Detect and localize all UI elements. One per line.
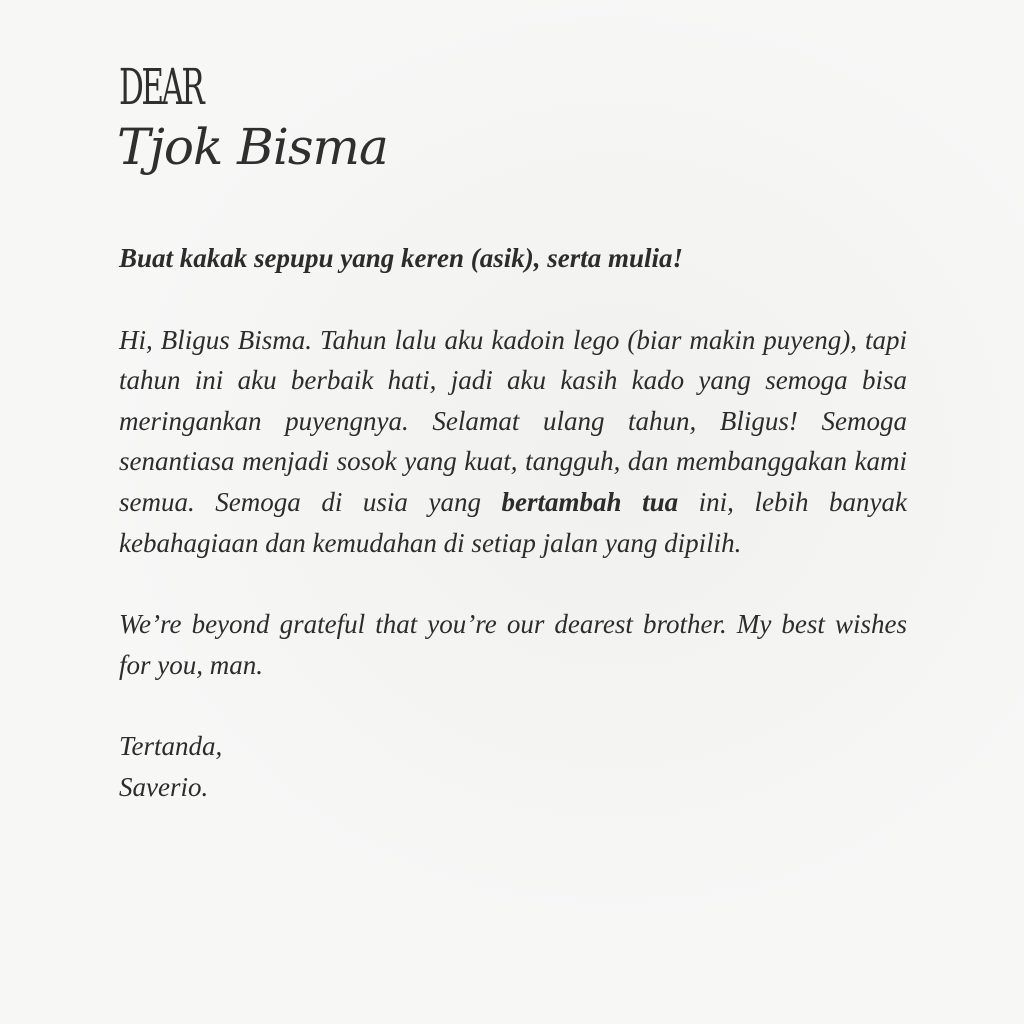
signature-name: Saverio. xyxy=(119,771,209,802)
emphasis-text: bertambah tua xyxy=(501,486,679,517)
letter-header xyxy=(117,58,457,202)
closing-line: Tertanda, xyxy=(119,731,223,762)
closing-block xyxy=(119,726,907,807)
paragraph-gratitude: We’re beyond grateful that you’re our dearest brother. My best wishes for you, man. xyxy=(119,609,907,680)
dear-heading: DEAR xyxy=(119,58,203,116)
recipient-name: Tjok Bisma xyxy=(117,118,388,176)
greeting-line: Buat kakak sepupu yang keren (asik), serta mulia! xyxy=(119,243,684,273)
paragraph-text-end: ini, lebih banyak kebahagiaan dan kemudahan di setiap jalan yang dipilih. xyxy=(119,486,907,558)
letter-body xyxy=(119,238,907,808)
paragraph-birthday-wishes xyxy=(119,320,907,564)
paragraph-text-start: Hi, Bligus Bisma. Tahun lalu aku kadoin lego (biar makin puyeng), tapi tahun ini aku berbaik hati, jadi aku kasih kado yang semoga bisa meringankan puyengnya. Selamat ulang tahun, Bligus! Semoga senantiasa menjadi sosok yang kuat, tangguh, dan membanggakan kami semua. Semoga di usia yang xyxy=(119,324,907,517)
